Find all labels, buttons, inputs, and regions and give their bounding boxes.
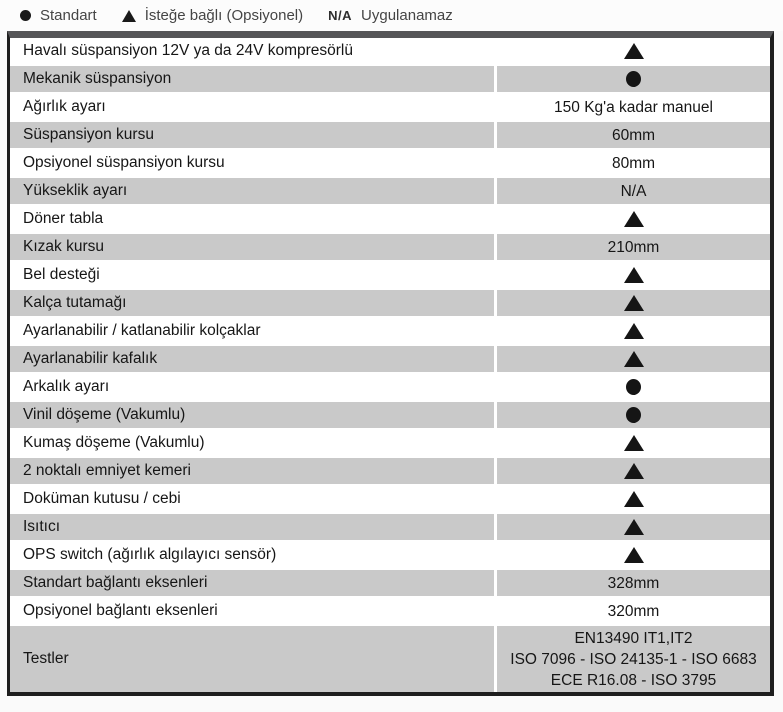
table-row xyxy=(10,374,770,400)
feature-label: Bel desteği xyxy=(10,262,494,288)
value-cell xyxy=(497,458,770,484)
legend-na-label: Uygulanamaz xyxy=(361,7,453,24)
optional-triangle-icon xyxy=(624,267,644,283)
table-row xyxy=(10,542,770,568)
optional-triangle-icon xyxy=(624,435,644,451)
table-row xyxy=(10,290,770,316)
value-cell xyxy=(497,486,770,512)
feature-label: Kalça tutamağı xyxy=(10,290,494,316)
optional-triangle-icon xyxy=(624,323,644,339)
feature-label: Kumaş döşeme (Vakumlu) xyxy=(10,430,494,456)
table-row xyxy=(10,570,770,596)
legend-item-optional xyxy=(122,7,303,24)
feature-label: Yükseklik ayarı xyxy=(10,178,494,204)
value-cell xyxy=(497,318,770,344)
table-row xyxy=(10,66,770,92)
value-cell xyxy=(497,38,770,64)
value-text: 320mm xyxy=(497,598,770,624)
value-text: 60mm xyxy=(497,122,770,148)
value-text: 328mm xyxy=(497,570,770,596)
table-row xyxy=(10,514,770,540)
table-row xyxy=(10,262,770,288)
optional-triangle-icon xyxy=(624,43,644,59)
table-row xyxy=(10,94,770,120)
optional-triangle-icon xyxy=(624,351,644,367)
feature-label: Opsiyonel bağlantı eksenleri xyxy=(10,598,494,624)
table-row xyxy=(10,598,770,624)
feature-label: Havalı süspansiyon 12V ya da 24V kompresörlü xyxy=(10,38,494,64)
value-text: 150 Kg'a kadar manuel xyxy=(497,94,770,120)
feature-label: Doküman kutusu / cebi xyxy=(10,486,494,512)
table-row xyxy=(10,458,770,484)
optional-triangle-icon xyxy=(624,547,644,563)
value-text-line: ECE R16.08 - ISO 3795 xyxy=(550,671,717,689)
legend-standard-label: Standart xyxy=(40,7,97,24)
table-row xyxy=(10,402,770,428)
value-text-line: EN13490 IT1,IT2 xyxy=(574,629,693,647)
feature-label: OPS switch (ağırlık algılayıcı sensör) xyxy=(10,542,494,568)
feature-label: Isıtıcı xyxy=(10,514,494,540)
value-cell xyxy=(497,346,770,372)
feature-label: Arkalık ayarı xyxy=(10,374,494,400)
feature-label: Testler xyxy=(10,626,494,692)
optional-triangle-icon xyxy=(624,211,644,227)
standard-circle-icon xyxy=(626,379,641,395)
na-symbol: N/A xyxy=(328,8,353,23)
table-row xyxy=(10,430,770,456)
standard-circle-icon xyxy=(626,71,641,87)
feature-label: Standart bağlantı eksenleri xyxy=(10,570,494,596)
optional-triangle-icon xyxy=(624,463,644,479)
legend xyxy=(0,0,783,31)
value-text: 210mm xyxy=(497,234,770,260)
value-cell xyxy=(497,542,770,568)
value-cell xyxy=(497,374,770,400)
legend-optional-label: İsteğe bağlı (Opsiyonel) xyxy=(144,7,304,24)
value-cell xyxy=(497,626,770,692)
feature-label: Döner tabla xyxy=(10,206,494,232)
value-cell xyxy=(497,402,770,428)
feature-label: Ayarlanabilir kafalık xyxy=(10,346,494,372)
table-row xyxy=(10,486,770,512)
table-row xyxy=(10,346,770,372)
table-row xyxy=(10,318,770,344)
optional-triangle-icon xyxy=(624,519,644,535)
spec-table-rows xyxy=(10,38,770,692)
value-cell xyxy=(497,66,770,92)
feature-label: Kızak kursu xyxy=(10,234,494,260)
table-row xyxy=(10,150,770,176)
feature-label: Ağırlık ayarı xyxy=(10,94,494,120)
value-cell xyxy=(497,430,770,456)
table-row xyxy=(10,38,770,64)
value-cell xyxy=(497,290,770,316)
table-row xyxy=(10,206,770,232)
table-row xyxy=(10,626,770,692)
table-row xyxy=(10,178,770,204)
table-row xyxy=(10,234,770,260)
spec-table xyxy=(7,31,774,696)
value-text: N/A xyxy=(497,178,770,204)
value-text: 80mm xyxy=(497,150,770,176)
value-cell xyxy=(497,514,770,540)
optional-triangle-icon xyxy=(624,491,644,507)
optional-triangle-icon xyxy=(122,10,136,22)
legend-item-standard xyxy=(20,7,97,24)
feature-label: Mekanik süspansiyon xyxy=(10,66,494,92)
feature-label: 2 noktalı emniyet kemeri xyxy=(10,458,494,484)
optional-triangle-icon xyxy=(624,295,644,311)
value-cell xyxy=(497,206,770,232)
feature-label: Süspansiyon kursu xyxy=(10,122,494,148)
legend-item-na xyxy=(328,7,453,24)
standard-circle-icon xyxy=(20,10,31,21)
standard-circle-icon xyxy=(626,407,641,423)
feature-label: Opsiyonel süspansiyon kursu xyxy=(10,150,494,176)
value-text-line: ISO 7096 - ISO 24135-1 - ISO 6683 xyxy=(510,650,757,668)
feature-label: Ayarlanabilir / katlanabilir kolçaklar xyxy=(10,318,494,344)
feature-label: Vinil döşeme (Vakumlu) xyxy=(10,402,494,428)
value-cell xyxy=(497,262,770,288)
table-row xyxy=(10,122,770,148)
